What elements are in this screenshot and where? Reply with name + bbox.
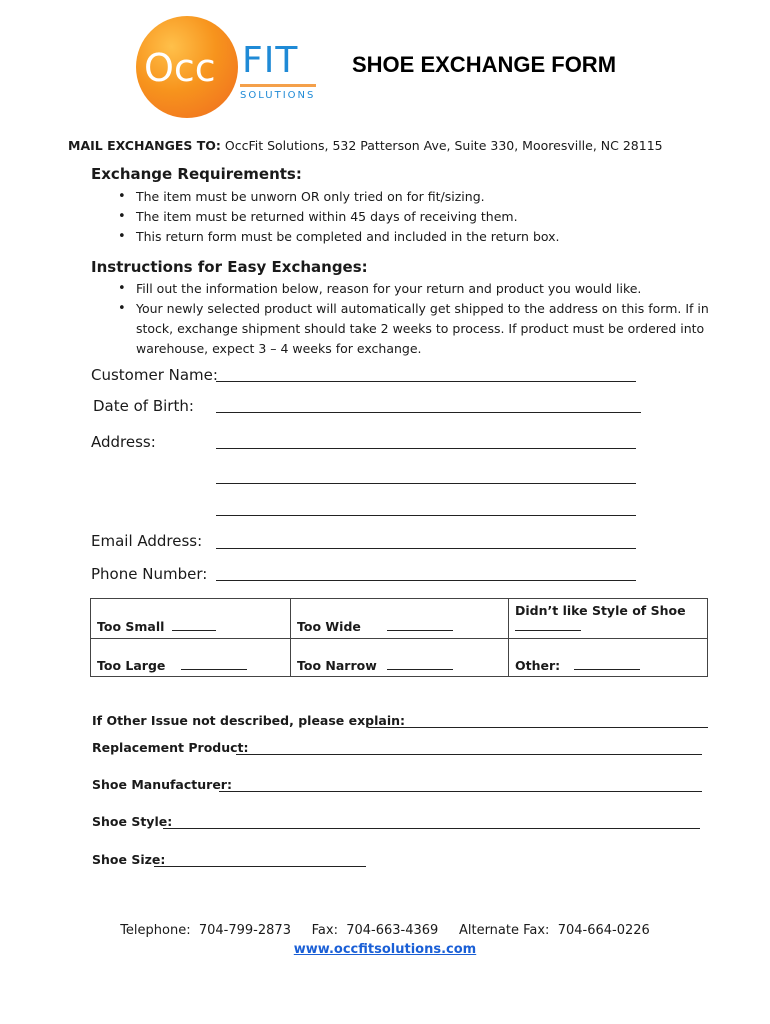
address-label: Address:: [91, 433, 156, 451]
mail-label: MAIL EXCHANGES TO:: [68, 138, 221, 153]
logo-text-solutions: SOLUTIONS: [240, 90, 316, 101]
reason-label: Didn’t like Style of Shoe: [515, 603, 686, 618]
list-item: • Your newly selected product will automatically get shipped to the address on this form. If in stock, exchange shipment should take 2 weeks to process. If product must be ordered into warehouse, expect 3 – 4 weeks for exchange.: [108, 299, 748, 359]
list-item: • Fill out the information below, reason for your return and product you would like.: [108, 279, 748, 299]
reason-label: Too Narrow: [297, 658, 377, 673]
list-item: • The item must be returned within 45 days of receiving them.: [108, 207, 748, 227]
requirements-heading: Exchange Requirements:: [91, 165, 302, 183]
footer-contacts: Telephone: 704-799-2873 Fax: 704-663-4369 Alternate Fax: 704-664-0226: [120, 923, 650, 938]
dob-field[interactable]: [216, 412, 641, 413]
address-field-line-1[interactable]: [216, 448, 636, 449]
shoe-style-label: Shoe Style:: [92, 814, 173, 829]
reason-label: Too Small: [97, 619, 165, 634]
reason-blank[interactable]: [181, 657, 247, 670]
requirements-list: [108, 187, 748, 247]
phone-field[interactable]: [216, 580, 636, 581]
reason-too-wide[interactable]: [291, 599, 509, 639]
dob-label: Date of Birth:: [93, 397, 194, 415]
shoe-size-field[interactable]: [154, 866, 366, 867]
other-issue-label: If Other Issue not described, please explain:: [92, 713, 406, 728]
return-reason-table: [90, 598, 708, 677]
email-field[interactable]: [216, 548, 636, 549]
instructions-heading: Instructions for Easy Exchanges:: [91, 258, 368, 276]
reason-label: Too Wide: [297, 619, 361, 634]
reason-too-small[interactable]: [91, 599, 291, 639]
reason-blank[interactable]: [387, 657, 453, 670]
mail-address: OccFit Solutions, 532 Patterson Ave, Suite 330, Mooresville, NC 28115: [224, 138, 663, 153]
shoe-style-field[interactable]: [163, 828, 700, 829]
reason-blank[interactable]: [574, 657, 640, 670]
phone-label: Phone Number:: [91, 565, 208, 583]
replacement-product-label: Replacement Product:: [92, 740, 249, 755]
footer-url-wrapper: [0, 942, 770, 957]
customer-name-field[interactable]: [216, 381, 636, 382]
company-logo: [136, 16, 336, 120]
reason-too-narrow[interactable]: [291, 639, 509, 677]
address-field-line-3[interactable]: [216, 515, 636, 516]
shoe-size-label: Shoe Size:: [92, 852, 166, 867]
reason-blank[interactable]: [515, 618, 581, 631]
mail-instructions: [68, 138, 663, 153]
list-item: • This return form must be completed and included in the return box.: [108, 227, 748, 247]
reason-too-large[interactable]: [91, 639, 291, 677]
list-item: • The item must be unworn OR only tried on for fit/sizing.: [108, 187, 748, 207]
address-field-line-2[interactable]: [216, 483, 636, 484]
instructions-list: [108, 279, 748, 359]
replacement-product-field[interactable]: [236, 754, 702, 755]
email-label: Email Address:: [91, 532, 203, 550]
reason-blank[interactable]: [172, 618, 216, 631]
shoe-manufacturer-label: Shoe Manufacturer:: [92, 777, 232, 792]
logo-text-fit: FIT: [242, 40, 299, 81]
shoe-manufacturer-field[interactable]: [219, 791, 702, 792]
customer-name-label: Customer Name:: [91, 366, 218, 384]
logo-text-occ: Occ: [144, 46, 216, 90]
form-title: SHOE EXCHANGE FORM: [352, 52, 617, 77]
reason-other[interactable]: [509, 639, 708, 677]
other-issue-field[interactable]: [368, 727, 708, 728]
reason-didnt-like-style[interactable]: [509, 599, 708, 639]
reason-blank[interactable]: [387, 618, 453, 631]
logo-underline: [240, 84, 316, 87]
reason-label: Other:: [515, 658, 561, 673]
reason-label: Too Large: [97, 658, 166, 673]
website-link[interactable]: www.occfitsolutions.com: [293, 942, 477, 957]
